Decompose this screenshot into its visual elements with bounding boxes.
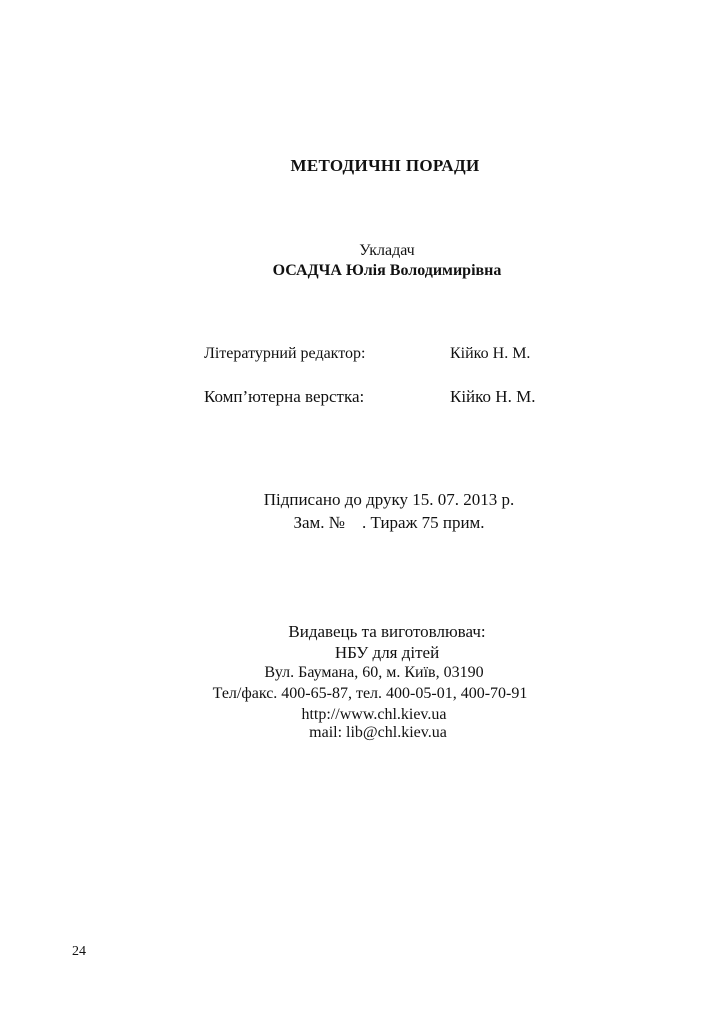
publisher-phones: Тел/факс. 400-65-87, тел. 400-05-01, 400-70-91 — [212, 685, 528, 702]
page-number: 24 — [72, 944, 86, 959]
order-circulation: Зам. № . Тираж 75 прим. — [293, 513, 485, 532]
compiler-label: Укладач — [359, 242, 415, 259]
signed-to-print: Підписано до друку 15. 07. 2013 р. — [263, 490, 515, 509]
publisher-mail: mail: lib@chl.kiev.ua — [309, 724, 447, 741]
literary-editor-name: Кійко Н. М. — [450, 345, 531, 362]
page-title: МЕТОДИЧНІ ПОРАДИ — [290, 156, 480, 175]
publisher-url: http://www.chl.kiev.ua — [301, 706, 447, 723]
publisher-label: Видавець та виготовлювач: — [288, 622, 486, 641]
publisher-name: НБУ для дітей — [334, 643, 440, 662]
layout-name: Кійко Н. М. — [450, 387, 536, 406]
literary-editor-label: Літературний редактор: — [204, 345, 366, 362]
compiler-name: ОСАДЧА Юлія Володимирівна — [272, 262, 502, 279]
layout-label: Комп’ютерна верстка: — [204, 387, 365, 406]
publisher-address: Вул. Баумана, 60, м. Київ, 03190 — [264, 664, 484, 681]
